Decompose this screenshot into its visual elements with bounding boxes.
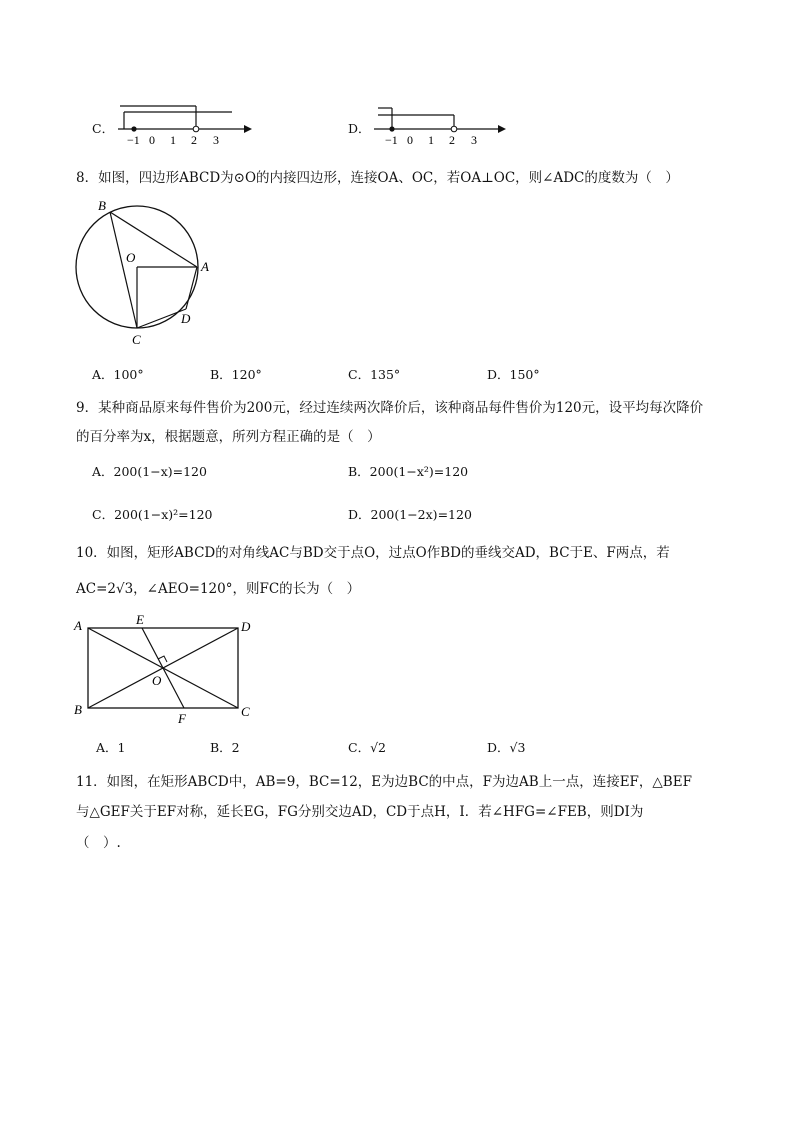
- segment-ba: [110, 212, 197, 267]
- q10-option-c: C．√2: [348, 740, 386, 755]
- solid-point: [389, 126, 394, 131]
- tick-label: 2: [449, 133, 455, 147]
- question-11-stem-line3: （ ）.: [76, 835, 121, 851]
- q8-option-c: C．135°: [348, 367, 401, 382]
- label-c: C: [132, 332, 141, 347]
- question-11-stem-line2: 与△GEF关于EF对称，延长EG，FG分别交边AD，CD于点H，I．若∠HFG=∠FEB，则DI为: [76, 804, 644, 820]
- label-c: C: [241, 704, 250, 719]
- label-e: E: [136, 612, 144, 627]
- rectangle-diagonals-figure: [70, 610, 270, 730]
- tick-label: −1: [127, 133, 140, 147]
- segment-dc: [137, 309, 186, 328]
- label-b: B: [98, 198, 106, 213]
- q8-option-d: D．150°: [487, 367, 540, 382]
- label-o: O: [126, 250, 136, 265]
- q10-option-b: B．2: [210, 740, 240, 755]
- label-a: A: [201, 259, 209, 274]
- tick-label: 0: [149, 133, 155, 147]
- question-9-stem-line2: 的百分率为x，根据题意，所列方程正确的是（ ）: [76, 429, 381, 445]
- tick-label: 3: [471, 133, 477, 147]
- solid-point: [131, 126, 136, 131]
- question-9-stem-line1: 9．某种商品原来每件售价为200元，经过连续两次降价后，该种商品每件售价为120元，设平均每次降价: [76, 400, 704, 416]
- option-c-label: C．: [92, 121, 115, 136]
- tick-label: −1: [385, 133, 398, 147]
- q8-option-a: A．100°: [92, 367, 144, 382]
- segment-bc: [110, 212, 137, 328]
- q9-option-a: A．200(1−x)=120: [92, 464, 207, 479]
- q8-option-b: B．120°: [210, 367, 262, 382]
- tick-label: 1: [428, 133, 434, 147]
- question-11-stem-line1: 11．如图，在矩形ABCD中，AB=9，BC=12，E为边BC的中点，F为边AB上一点，连接EF，△BEF: [76, 774, 692, 790]
- number-line-c: [112, 96, 252, 152]
- tick-label: 2: [191, 133, 197, 147]
- axis-arrow: [244, 125, 252, 133]
- question-8-stem: 8．如图，四边形ABCD为⊙O的内接四边形，连接OA、OC，若OA⊥OC，则∠ADC的度数为（ ）: [76, 170, 679, 186]
- open-point: [193, 126, 199, 132]
- axis-arrow: [498, 125, 506, 133]
- label-f: F: [178, 711, 186, 726]
- label-o: O: [152, 673, 162, 688]
- tick-label: 3: [213, 133, 219, 147]
- option-d-label: D．: [348, 121, 371, 136]
- circle-quadrilateral-figure: [70, 195, 220, 350]
- segment-ad: [186, 267, 197, 309]
- number-line-d: [370, 96, 510, 152]
- tick-label: 1: [170, 133, 176, 147]
- q9-option-b: B．200(1−x²)=120: [348, 464, 469, 479]
- question-10-stem-line2: AC=2√3，∠AEO=120°，则FC的长为（ ）: [76, 581, 361, 597]
- label-d: D: [241, 619, 251, 634]
- q10-option-a: A．1: [96, 740, 126, 755]
- question-10-stem-line1: 10．如图，矩形ABCD的对角线AC与BD交于点O，过点O作BD的垂线交AD，BC于E、F两点，若: [76, 545, 670, 561]
- label-d: D: [181, 311, 191, 326]
- open-point: [451, 126, 457, 132]
- q9-option-d: D．200(1−2x)=120: [348, 507, 472, 522]
- label-b: B: [74, 702, 82, 717]
- tick-label: 0: [407, 133, 413, 147]
- segment-ef: [142, 628, 184, 708]
- q10-option-d: D．√3: [487, 740, 526, 755]
- label-a: A: [74, 618, 82, 633]
- q9-option-c: C．200(1−x)²=120: [92, 507, 213, 522]
